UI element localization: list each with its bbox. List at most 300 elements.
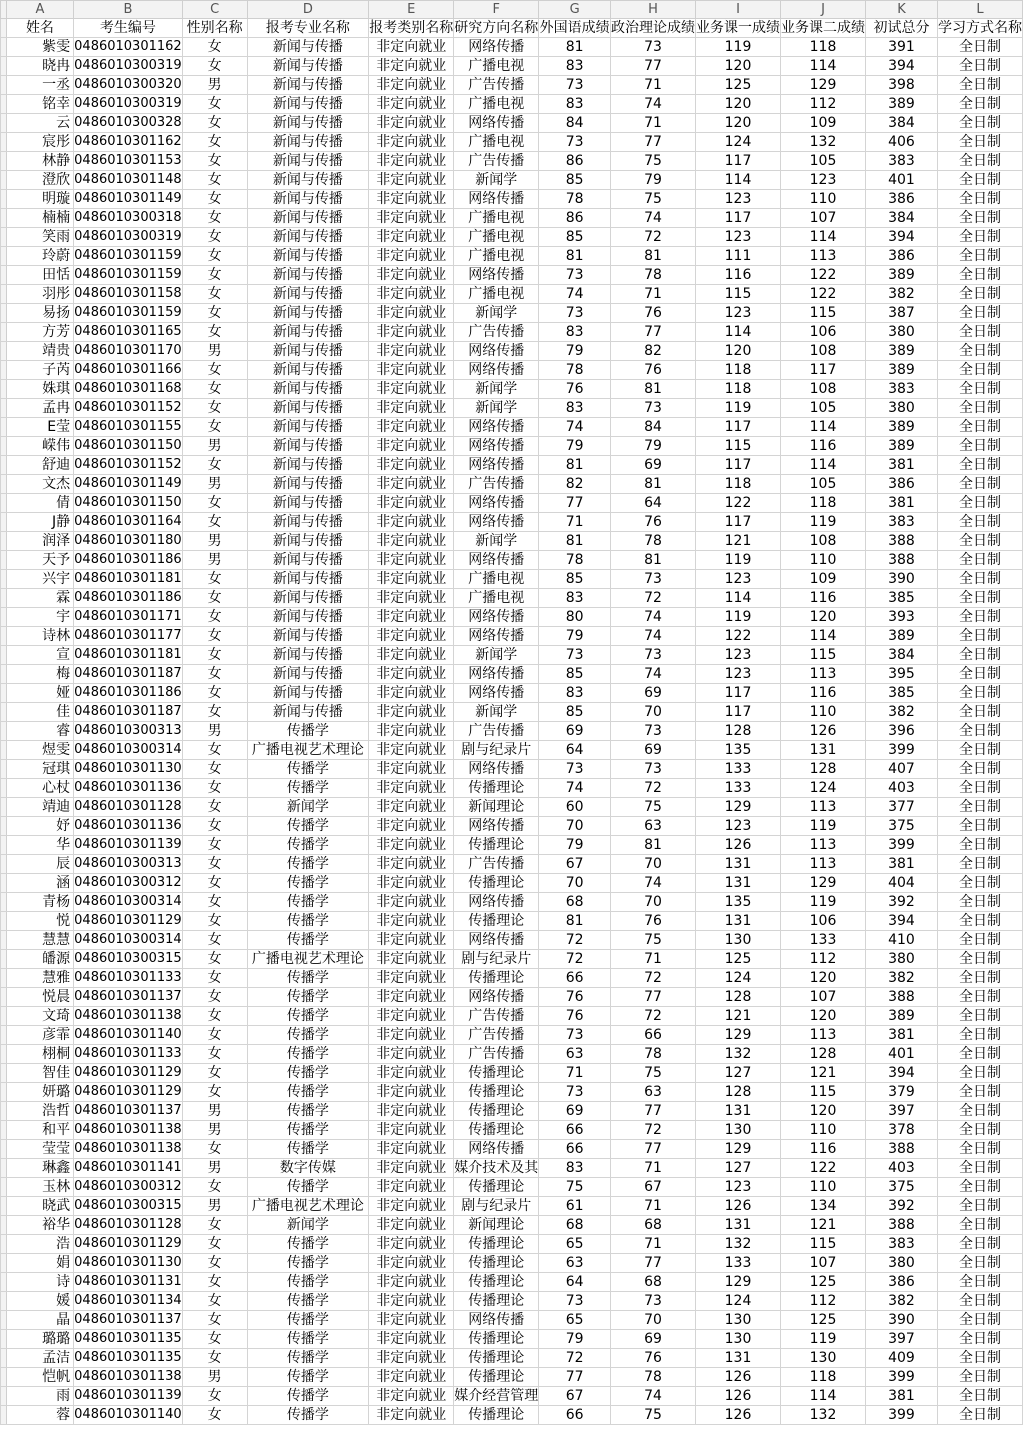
table-cell[interactable]: 女 xyxy=(182,741,247,760)
table-cell[interactable]: 385 xyxy=(866,589,938,608)
table-cell[interactable]: 传播学 xyxy=(247,893,369,912)
table-cell[interactable]: 传播理论 xyxy=(454,1121,539,1140)
table-cell[interactable]: 0486010301166 xyxy=(74,361,183,380)
table-cell[interactable]: 110 xyxy=(781,190,866,209)
table-cell[interactable]: 广告传播 xyxy=(454,323,539,342)
table-cell[interactable]: 74 xyxy=(611,95,696,114)
table-cell[interactable]: 女 xyxy=(182,779,247,798)
table-cell[interactable]: 女 xyxy=(182,570,247,589)
table-cell[interactable]: 396 xyxy=(866,722,938,741)
table-cell[interactable]: 110 xyxy=(781,551,866,570)
table-cell[interactable]: 广告传播 xyxy=(454,722,539,741)
table-cell[interactable]: 0486010301129 xyxy=(74,1064,183,1083)
table-cell[interactable]: 全日制 xyxy=(937,836,1022,855)
table-cell[interactable]: 传播学 xyxy=(247,760,369,779)
table-cell[interactable]: 403 xyxy=(866,779,938,798)
table-cell[interactable]: 74 xyxy=(611,665,696,684)
table-cell[interactable]: 119 xyxy=(696,608,781,627)
table-cell[interactable]: 409 xyxy=(866,1349,938,1368)
table-cell[interactable]: 0486010301152 xyxy=(74,456,183,475)
table-cell[interactable]: 非定向就业 xyxy=(369,361,454,380)
table-cell[interactable]: J静 xyxy=(6,513,73,532)
table-cell[interactable]: 姝琪 xyxy=(6,380,73,399)
table-cell[interactable]: 66 xyxy=(539,1121,611,1140)
table-cell[interactable]: 71 xyxy=(611,76,696,95)
table-cell[interactable]: 新闻与传播 xyxy=(247,342,369,361)
table-cell[interactable]: 406 xyxy=(866,133,938,152)
table-cell[interactable]: 128 xyxy=(781,1045,866,1064)
table-cell[interactable]: 390 xyxy=(866,570,938,589)
table-cell[interactable]: 新闻与传播 xyxy=(247,304,369,323)
table-cell[interactable]: 非定向就业 xyxy=(369,931,454,950)
table-cell[interactable]: 0486010300318 xyxy=(74,209,183,228)
table-cell[interactable]: 新闻与传播 xyxy=(247,209,369,228)
table-cell[interactable]: 笑雨 xyxy=(6,228,73,247)
table-cell[interactable]: 男 xyxy=(182,1102,247,1121)
table-cell[interactable]: 68 xyxy=(539,893,611,912)
table-cell[interactable]: 传播学 xyxy=(247,1102,369,1121)
table-cell[interactable]: 全日制 xyxy=(937,912,1022,931)
table-cell[interactable]: 非定向就业 xyxy=(369,589,454,608)
table-cell[interactable]: 394 xyxy=(866,57,938,76)
table-cell[interactable]: 广告传播 xyxy=(454,76,539,95)
table-cell[interactable]: 全日制 xyxy=(937,1311,1022,1330)
table-cell[interactable]: 399 xyxy=(866,1406,938,1425)
table-cell[interactable]: 112 xyxy=(781,950,866,969)
table-cell[interactable]: 新闻与传播 xyxy=(247,665,369,684)
table-cell[interactable]: 390 xyxy=(866,1311,938,1330)
table-cell[interactable]: 132 xyxy=(781,1406,866,1425)
table-cell[interactable]: 117 xyxy=(696,703,781,722)
table-cell[interactable]: 女 xyxy=(182,361,247,380)
table-cell[interactable]: 0486010301133 xyxy=(74,969,183,988)
table-cell[interactable]: 77 xyxy=(611,988,696,1007)
table-cell[interactable]: 0486010301136 xyxy=(74,817,183,836)
table-cell[interactable]: 85 xyxy=(539,703,611,722)
table-cell[interactable]: 79 xyxy=(539,437,611,456)
table-cell[interactable]: 女 xyxy=(182,684,247,703)
table-cell[interactable]: 0486010300312 xyxy=(74,874,183,893)
table-cell[interactable]: 非定向就业 xyxy=(369,874,454,893)
table-cell[interactable]: 全日制 xyxy=(937,361,1022,380)
table-cell[interactable]: 女 xyxy=(182,57,247,76)
table-cell[interactable]: 剧与纪录片 xyxy=(454,741,539,760)
table-cell[interactable]: 全日制 xyxy=(937,551,1022,570)
table-cell[interactable]: 全日制 xyxy=(937,76,1022,95)
table-cell[interactable]: 女 xyxy=(182,931,247,950)
table-cell[interactable]: 传播理论 xyxy=(454,1292,539,1311)
table-cell[interactable]: 69 xyxy=(539,722,611,741)
table-cell[interactable]: 女 xyxy=(182,266,247,285)
table-cell[interactable]: 75 xyxy=(611,152,696,171)
table-cell[interactable]: 全日制 xyxy=(937,1102,1022,1121)
table-cell[interactable]: 新闻与传播 xyxy=(247,627,369,646)
table-cell[interactable]: 广播电视艺术理论 xyxy=(247,741,369,760)
table-cell[interactable]: 女 xyxy=(182,1273,247,1292)
table-cell[interactable]: 雨 xyxy=(6,1387,73,1406)
table-cell[interactable]: 133 xyxy=(781,931,866,950)
table-cell[interactable]: 非定向就业 xyxy=(369,1159,454,1178)
table-cell[interactable]: 69 xyxy=(539,1102,611,1121)
table-cell[interactable]: 79 xyxy=(539,836,611,855)
table-cell[interactable]: 女 xyxy=(182,1045,247,1064)
table-cell[interactable]: 全日制 xyxy=(937,209,1022,228)
column-header-k[interactable]: K xyxy=(866,1,938,19)
table-cell[interactable]: 73 xyxy=(611,38,696,57)
table-cell[interactable]: 0486010301129 xyxy=(74,912,183,931)
table-cell[interactable]: 130 xyxy=(696,1311,781,1330)
table-cell[interactable]: 389 xyxy=(866,342,938,361)
table-cell[interactable]: 网络传播 xyxy=(454,551,539,570)
table-cell[interactable]: 116 xyxy=(696,266,781,285)
table-cell[interactable]: 非定向就业 xyxy=(369,760,454,779)
table-cell[interactable]: 133 xyxy=(696,779,781,798)
table-cell[interactable]: 男 xyxy=(182,475,247,494)
table-cell[interactable]: 109 xyxy=(781,114,866,133)
table-cell[interactable]: 倩 xyxy=(6,494,73,513)
table-cell[interactable]: 110 xyxy=(781,1121,866,1140)
table-cell[interactable]: 男 xyxy=(182,342,247,361)
table-cell[interactable]: 传播学 xyxy=(247,1311,369,1330)
table-cell[interactable]: 慧雅 xyxy=(6,969,73,988)
table-cell[interactable]: 388 xyxy=(866,1216,938,1235)
table-cell[interactable]: 非定向就业 xyxy=(369,1026,454,1045)
table-cell[interactable]: 126 xyxy=(696,1368,781,1387)
table-cell[interactable]: 全日制 xyxy=(937,760,1022,779)
table-cell[interactable]: 70 xyxy=(611,1311,696,1330)
table-cell[interactable]: 63 xyxy=(539,1254,611,1273)
table-cell[interactable]: 117 xyxy=(696,418,781,437)
table-cell[interactable]: 方芳 xyxy=(6,323,73,342)
table-cell[interactable]: 新闻与传播 xyxy=(247,475,369,494)
table-cell[interactable]: 全日制 xyxy=(937,1349,1022,1368)
table-cell[interactable]: 传播学 xyxy=(247,988,369,1007)
table-cell[interactable]: 69 xyxy=(611,684,696,703)
table-cell[interactable]: 77 xyxy=(611,57,696,76)
table-cell[interactable]: 114 xyxy=(696,171,781,190)
table-cell[interactable]: 新闻与传播 xyxy=(247,646,369,665)
table-cell[interactable]: 68 xyxy=(611,1273,696,1292)
table-cell[interactable]: 传播学 xyxy=(247,874,369,893)
table-cell[interactable]: 0486010301138 xyxy=(74,1007,183,1026)
table-cell[interactable]: 63 xyxy=(539,1045,611,1064)
table-cell[interactable]: 全日制 xyxy=(937,532,1022,551)
table-cell[interactable]: 130 xyxy=(781,1349,866,1368)
table-cell[interactable]: 117 xyxy=(696,456,781,475)
table-cell[interactable]: 0486010301159 xyxy=(74,304,183,323)
table-cell[interactable]: 非定向就业 xyxy=(369,190,454,209)
table-cell[interactable]: 389 xyxy=(866,437,938,456)
table-cell[interactable]: 83 xyxy=(539,323,611,342)
table-cell[interactable]: 120 xyxy=(781,1102,866,1121)
table-cell[interactable]: 112 xyxy=(781,95,866,114)
table-cell[interactable]: 0486010301181 xyxy=(74,570,183,589)
table-cell[interactable]: 123 xyxy=(696,228,781,247)
table-cell[interactable]: 72 xyxy=(611,589,696,608)
table-cell[interactable]: 78 xyxy=(611,1368,696,1387)
table-cell[interactable]: 嵘伟 xyxy=(6,437,73,456)
table-cell[interactable]: 108 xyxy=(781,532,866,551)
table-cell[interactable]: 0486010300314 xyxy=(74,893,183,912)
table-cell[interactable]: 非定向就业 xyxy=(369,418,454,437)
table-cell[interactable]: 122 xyxy=(781,285,866,304)
table-cell[interactable]: 0486010301131 xyxy=(74,1273,183,1292)
table-cell[interactable]: 网络传播 xyxy=(454,38,539,57)
table-cell[interactable]: 非定向就业 xyxy=(369,1406,454,1425)
table-cell[interactable]: 孟冉 xyxy=(6,399,73,418)
table-cell[interactable]: 407 xyxy=(866,760,938,779)
table-cell[interactable]: 126 xyxy=(696,836,781,855)
table-cell[interactable]: 广播电视 xyxy=(454,570,539,589)
table-cell[interactable]: 新闻与传播 xyxy=(247,551,369,570)
table-cell[interactable]: 115 xyxy=(781,304,866,323)
table-cell[interactable]: 广播电视 xyxy=(454,95,539,114)
table-cell[interactable]: 男 xyxy=(182,437,247,456)
table-cell[interactable]: 120 xyxy=(781,608,866,627)
table-cell[interactable]: 123 xyxy=(696,304,781,323)
table-cell[interactable]: 78 xyxy=(539,361,611,380)
table-cell[interactable]: 119 xyxy=(696,551,781,570)
table-cell[interactable]: 非定向就业 xyxy=(369,1083,454,1102)
table-cell[interactable]: 网络传播 xyxy=(454,1311,539,1330)
table-cell[interactable]: 全日制 xyxy=(937,779,1022,798)
table-cell[interactable]: 娅 xyxy=(6,684,73,703)
table-cell[interactable]: 传播学 xyxy=(247,969,369,988)
table-cell[interactable]: 和平 xyxy=(6,1121,73,1140)
table-cell[interactable]: 全日制 xyxy=(937,380,1022,399)
table-cell[interactable]: 全日制 xyxy=(937,950,1022,969)
table-cell[interactable]: 83 xyxy=(539,684,611,703)
table-cell[interactable]: 118 xyxy=(696,361,781,380)
table-cell[interactable]: 网络传播 xyxy=(454,266,539,285)
table-cell[interactable]: 386 xyxy=(866,247,938,266)
header-cell[interactable]: 业务课二成绩 xyxy=(781,20,865,36)
table-cell[interactable]: 全日制 xyxy=(937,38,1022,57)
table-cell[interactable]: 传播学 xyxy=(247,1140,369,1159)
table-cell[interactable]: 网络传播 xyxy=(454,684,539,703)
table-cell[interactable]: 106 xyxy=(781,912,866,931)
table-cell[interactable]: 新闻学 xyxy=(454,399,539,418)
table-cell[interactable]: 紫雯 xyxy=(6,38,73,57)
table-cell[interactable]: 非定向就业 xyxy=(369,285,454,304)
table-cell[interactable]: 皤源 xyxy=(6,950,73,969)
table-cell[interactable]: 男 xyxy=(182,722,247,741)
table-cell[interactable]: 77 xyxy=(539,494,611,513)
table-cell[interactable]: 舒迪 xyxy=(6,456,73,475)
table-cell[interactable]: 117 xyxy=(696,513,781,532)
table-cell[interactable]: 女 xyxy=(182,912,247,931)
table-cell[interactable]: 381 xyxy=(866,494,938,513)
table-cell[interactable]: 非定向就业 xyxy=(369,1045,454,1064)
table-cell[interactable]: 118 xyxy=(781,38,866,57)
table-cell[interactable]: 129 xyxy=(781,76,866,95)
table-cell[interactable]: 123 xyxy=(781,171,866,190)
table-cell[interactable]: 124 xyxy=(696,1292,781,1311)
table-cell[interactable]: 128 xyxy=(696,1083,781,1102)
table-cell[interactable]: 71 xyxy=(539,513,611,532)
table-cell[interactable]: 女 xyxy=(182,1235,247,1254)
table-cell[interactable]: 0486010301130 xyxy=(74,760,183,779)
table-cell[interactable]: 非定向就业 xyxy=(369,1102,454,1121)
table-cell[interactable]: 女 xyxy=(182,114,247,133)
table-cell[interactable]: 0486010300319 xyxy=(74,228,183,247)
table-cell[interactable]: 122 xyxy=(781,266,866,285)
table-cell[interactable]: 120 xyxy=(781,1007,866,1026)
table-cell[interactable]: 72 xyxy=(611,1121,696,1140)
table-cell[interactable]: 73 xyxy=(539,1026,611,1045)
table-cell[interactable]: 389 xyxy=(866,95,938,114)
table-cell[interactable]: 67 xyxy=(611,1178,696,1197)
table-cell[interactable]: 118 xyxy=(696,475,781,494)
table-cell[interactable]: 77 xyxy=(611,1102,696,1121)
table-cell[interactable]: 传播理论 xyxy=(454,874,539,893)
table-cell[interactable]: 裕华 xyxy=(6,1216,73,1235)
table-cell[interactable]: 382 xyxy=(866,703,938,722)
table-cell[interactable]: 娟 xyxy=(6,1254,73,1273)
table-cell[interactable]: 397 xyxy=(866,1102,938,1121)
table-cell[interactable]: 67 xyxy=(539,855,611,874)
table-cell[interactable]: 女 xyxy=(182,1064,247,1083)
table-cell[interactable]: 85 xyxy=(539,570,611,589)
table-cell[interactable]: 0486010301150 xyxy=(74,437,183,456)
table-cell[interactable]: 0486010301155 xyxy=(74,418,183,437)
table-cell[interactable]: 铭幸 xyxy=(6,95,73,114)
table-cell[interactable]: 靖迪 xyxy=(6,798,73,817)
table-cell[interactable]: 新闻理论 xyxy=(454,1216,539,1235)
table-cell[interactable]: 非定向就业 xyxy=(369,171,454,190)
table-cell[interactable]: 0486010301152 xyxy=(74,399,183,418)
table-cell[interactable]: 70 xyxy=(539,874,611,893)
table-cell[interactable]: 晶 xyxy=(6,1311,73,1330)
table-cell[interactable]: 0486010301129 xyxy=(74,1083,183,1102)
table-cell[interactable]: 394 xyxy=(866,1064,938,1083)
table-cell[interactable]: 389 xyxy=(866,266,938,285)
table-cell[interactable]: 110 xyxy=(781,1178,866,1197)
table-cell[interactable]: 66 xyxy=(539,969,611,988)
table-cell[interactable]: 122 xyxy=(696,494,781,513)
table-cell[interactable]: 404 xyxy=(866,874,938,893)
table-cell[interactable]: 0486010301180 xyxy=(74,532,183,551)
table-cell[interactable]: 81 xyxy=(539,456,611,475)
table-cell[interactable]: 男 xyxy=(182,1368,247,1387)
table-cell[interactable]: 男 xyxy=(182,1159,247,1178)
table-cell[interactable]: 女 xyxy=(182,323,247,342)
table-cell[interactable]: 剧与纪录片 xyxy=(454,1197,539,1216)
table-cell[interactable]: 全日制 xyxy=(937,437,1022,456)
table-cell[interactable]: 传播理论 xyxy=(454,1178,539,1197)
table-cell[interactable]: 0486010301165 xyxy=(74,323,183,342)
table-cell[interactable]: 0486010301141 xyxy=(74,1159,183,1178)
table-cell[interactable]: 118 xyxy=(781,1368,866,1387)
table-cell[interactable]: 113 xyxy=(781,836,866,855)
table-cell[interactable]: 65 xyxy=(539,1235,611,1254)
table-cell[interactable]: 135 xyxy=(696,893,781,912)
table-cell[interactable]: 73 xyxy=(539,304,611,323)
table-cell[interactable]: 0486010301138 xyxy=(74,1368,183,1387)
table-cell[interactable]: 0486010301129 xyxy=(74,1235,183,1254)
table-cell[interactable]: 105 xyxy=(781,152,866,171)
table-cell[interactable]: 123 xyxy=(696,646,781,665)
table-cell[interactable]: 传播学 xyxy=(247,1026,369,1045)
table-cell[interactable]: 107 xyxy=(781,209,866,228)
table-cell[interactable]: 林静 xyxy=(6,152,73,171)
table-cell[interactable]: 全日制 xyxy=(937,1140,1022,1159)
table-cell[interactable]: 宸彤 xyxy=(6,133,73,152)
table-cell[interactable]: 122 xyxy=(781,1159,866,1178)
table-cell[interactable]: 0486010301137 xyxy=(74,1311,183,1330)
table-cell[interactable]: 399 xyxy=(866,1368,938,1387)
table-cell[interactable]: 131 xyxy=(696,1349,781,1368)
table-cell[interactable]: 广告传播 xyxy=(454,1007,539,1026)
table-cell[interactable]: 0486010301149 xyxy=(74,475,183,494)
table-cell[interactable]: 女 xyxy=(182,665,247,684)
table-cell[interactable]: 传播学 xyxy=(247,1083,369,1102)
table-cell[interactable]: 113 xyxy=(781,247,866,266)
table-cell[interactable]: 女 xyxy=(182,1178,247,1197)
table-cell[interactable]: 全日制 xyxy=(937,513,1022,532)
table-cell[interactable]: 女 xyxy=(182,1406,247,1425)
table-cell[interactable]: 128 xyxy=(696,988,781,1007)
table-cell[interactable]: 389 xyxy=(866,1007,938,1026)
table-cell[interactable]: 非定向就业 xyxy=(369,779,454,798)
table-cell[interactable]: 广播电视 xyxy=(454,247,539,266)
table-cell[interactable]: 399 xyxy=(866,741,938,760)
table-cell[interactable]: 117 xyxy=(696,684,781,703)
table-cell[interactable]: 79 xyxy=(611,171,696,190)
table-cell[interactable]: 广播电视 xyxy=(454,57,539,76)
table-cell[interactable]: 70 xyxy=(539,817,611,836)
table-cell[interactable]: 新闻与传播 xyxy=(247,456,369,475)
table-cell[interactable]: 75 xyxy=(539,1178,611,1197)
table-cell[interactable]: 全日制 xyxy=(937,855,1022,874)
table-cell[interactable]: 睿 xyxy=(6,722,73,741)
table-cell[interactable]: 73 xyxy=(611,760,696,779)
table-cell[interactable]: 383 xyxy=(866,380,938,399)
table-cell[interactable]: 女 xyxy=(182,1254,247,1273)
table-cell[interactable]: 一丞 xyxy=(6,76,73,95)
table-cell[interactable]: 网络传播 xyxy=(454,342,539,361)
table-cell[interactable]: 传播学 xyxy=(247,1349,369,1368)
table-cell[interactable]: 传播学 xyxy=(247,1330,369,1349)
table-cell[interactable]: 0486010301130 xyxy=(74,1254,183,1273)
table-cell[interactable]: 126 xyxy=(781,722,866,741)
table-cell[interactable]: 0486010301171 xyxy=(74,608,183,627)
table-cell[interactable]: 文杰 xyxy=(6,475,73,494)
table-cell[interactable]: 0486010300315 xyxy=(74,1197,183,1216)
table-cell[interactable]: 玲蔚 xyxy=(6,247,73,266)
header-cell[interactable]: 姓名 xyxy=(6,19,73,38)
table-cell[interactable]: 66 xyxy=(539,1406,611,1425)
table-cell[interactable]: 全日制 xyxy=(937,1026,1022,1045)
table-cell[interactable]: 全日制 xyxy=(937,304,1022,323)
table-cell[interactable]: 394 xyxy=(866,228,938,247)
table-cell[interactable]: 全日制 xyxy=(937,1007,1022,1026)
table-cell[interactable]: 0486010301137 xyxy=(74,1102,183,1121)
table-cell[interactable]: 116 xyxy=(781,437,866,456)
table-cell[interactable]: 68 xyxy=(539,1216,611,1235)
table-cell[interactable]: 0486010301137 xyxy=(74,988,183,1007)
table-cell[interactable]: 非定向就业 xyxy=(369,741,454,760)
table-cell[interactable]: 非定向就业 xyxy=(369,133,454,152)
table-cell[interactable]: 非定向就业 xyxy=(369,1178,454,1197)
table-cell[interactable]: 75 xyxy=(611,1406,696,1425)
table-cell[interactable]: 375 xyxy=(866,817,938,836)
table-cell[interactable]: 网络传播 xyxy=(454,988,539,1007)
table-cell[interactable]: 传播理论 xyxy=(454,969,539,988)
column-header-f[interactable]: F xyxy=(454,1,539,19)
table-cell[interactable]: 78 xyxy=(539,190,611,209)
table-cell[interactable]: 媒介技术及其 xyxy=(454,1160,539,1176)
